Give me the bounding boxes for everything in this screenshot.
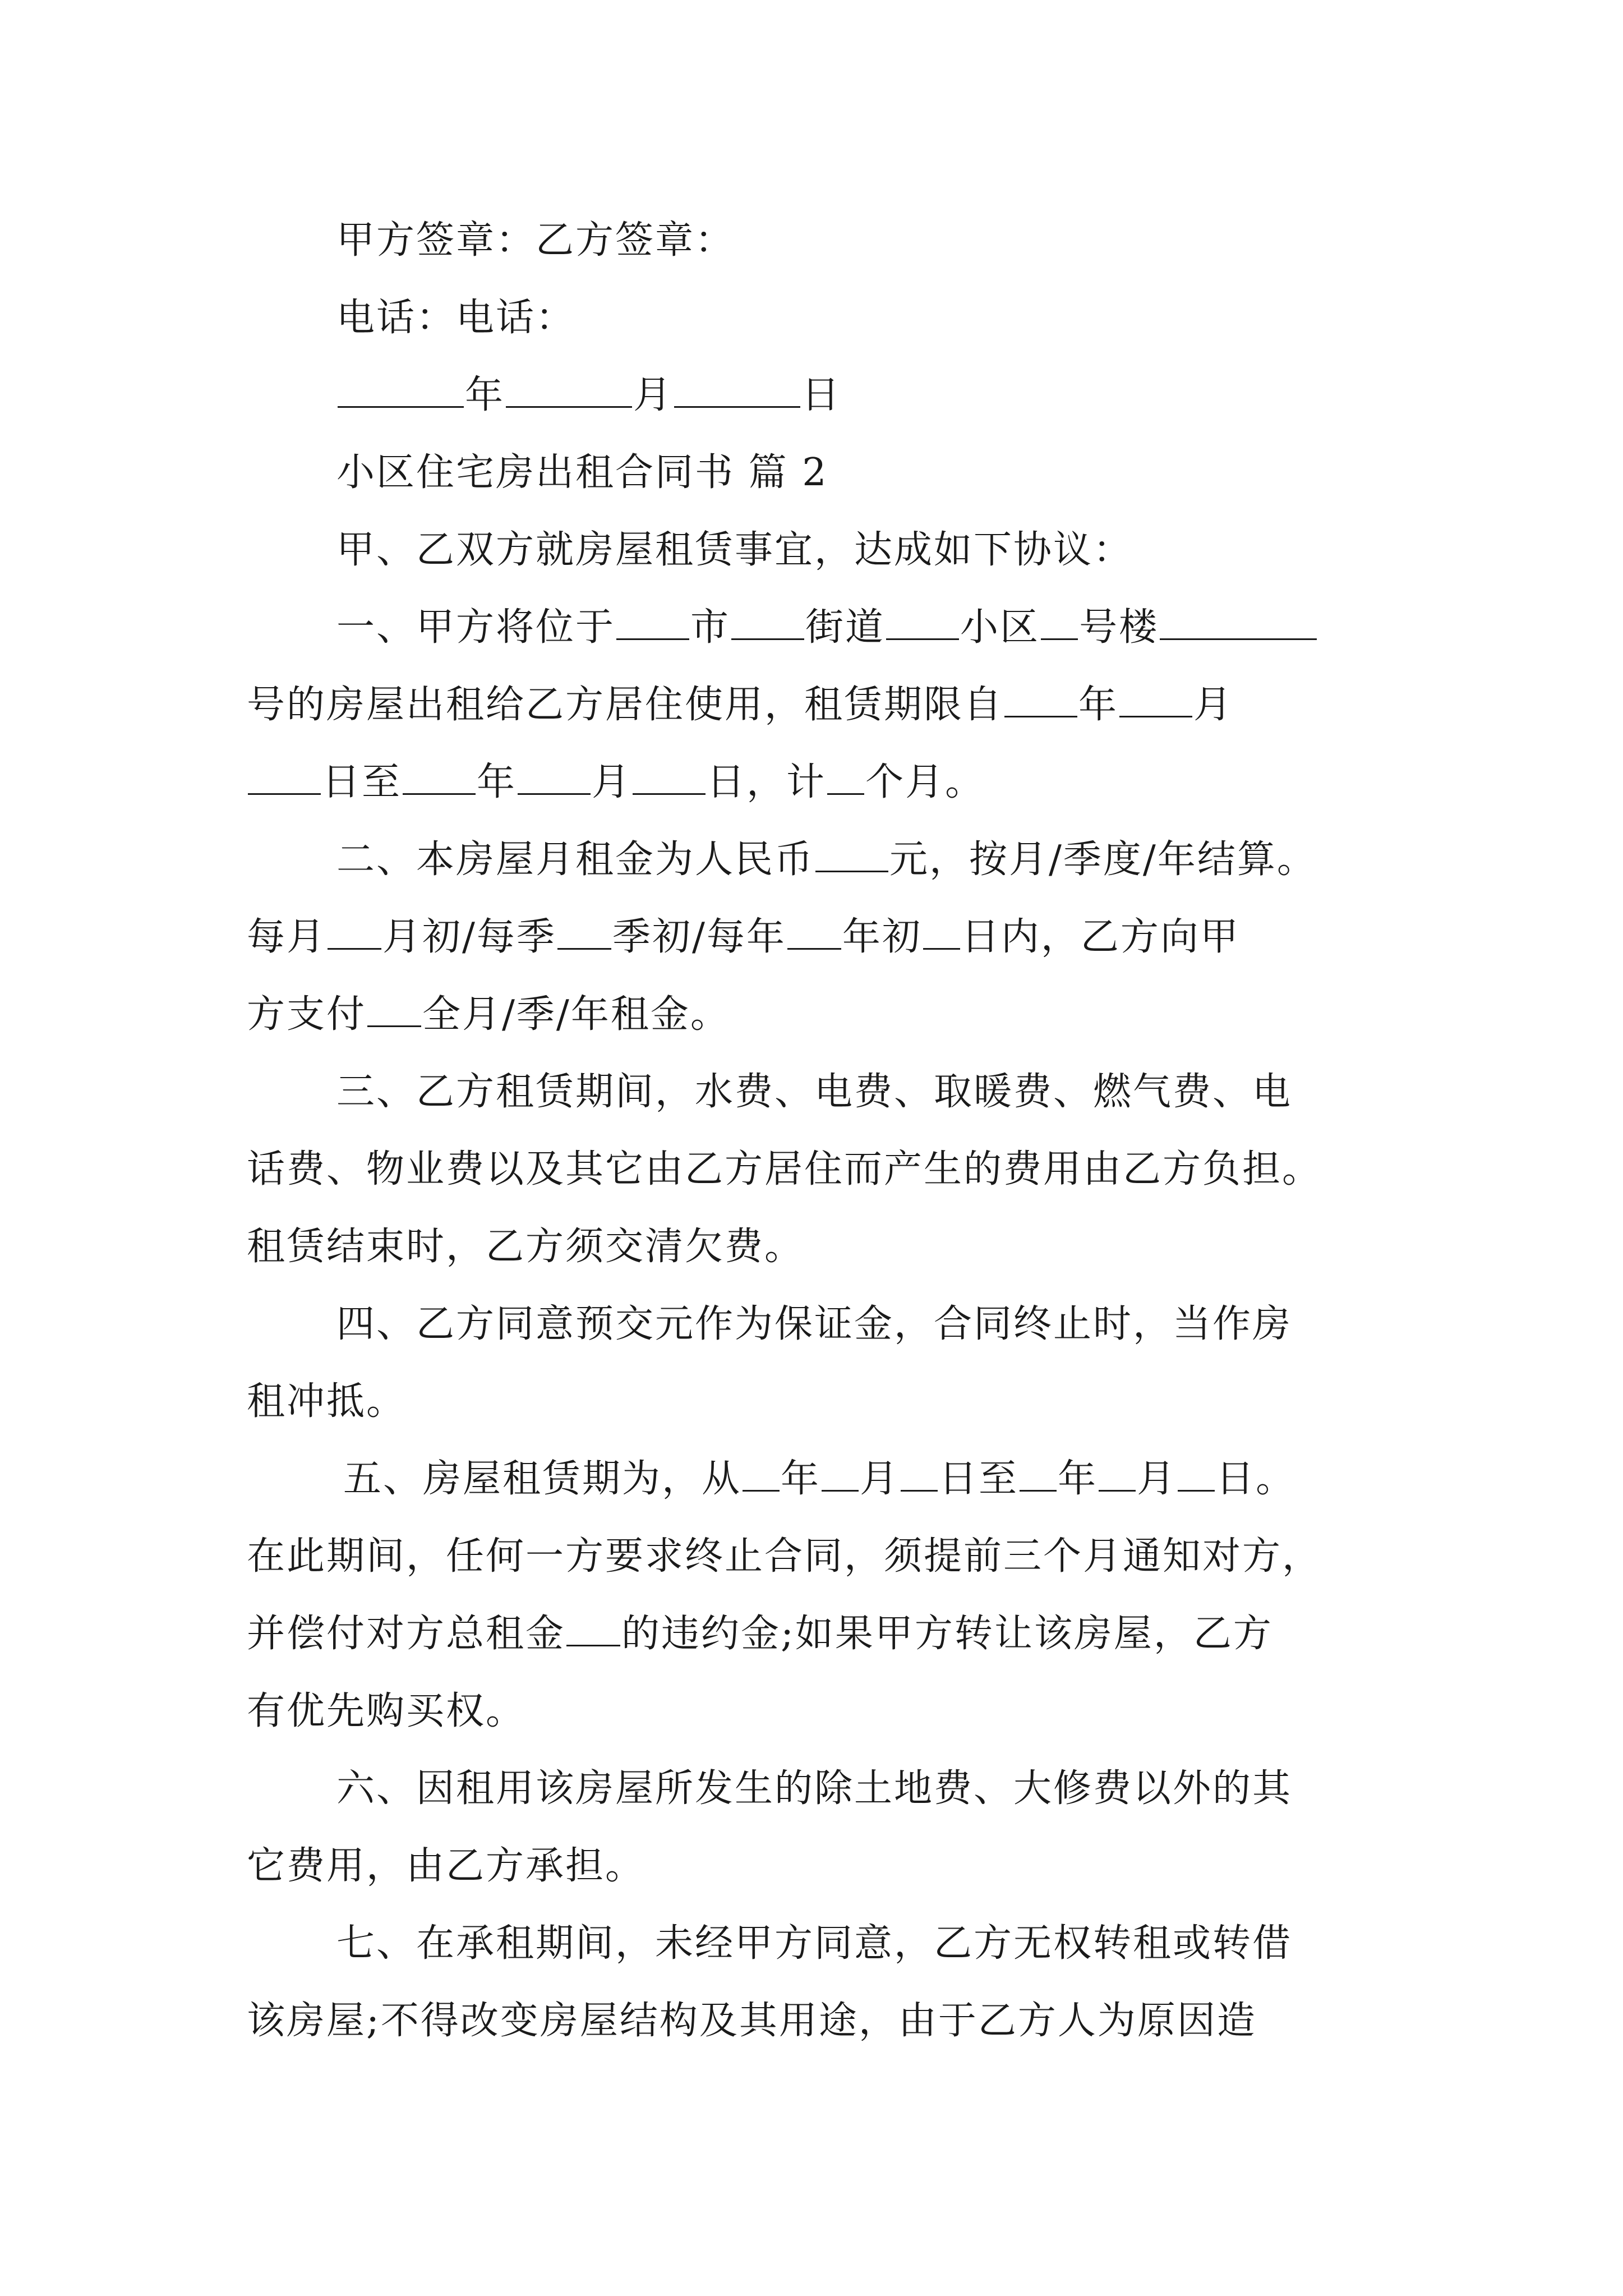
clause-text: 七、在承租期间，未经甲方同意，乙方无权转租或转借 bbox=[336, 1921, 1293, 1966]
clause-text: 日内，乙方向甲 bbox=[961, 915, 1240, 959]
clause-text: 有优先购买权。 bbox=[247, 1689, 526, 1733]
blank-start-year bbox=[1004, 683, 1077, 717]
clause-text: 街道 bbox=[805, 605, 886, 650]
clause-text: 元，按月/季度/年结算。 bbox=[889, 838, 1317, 882]
clause-text: 租赁结束时，乙方须交清欠费。 bbox=[247, 1225, 805, 1269]
clause5-line2 bbox=[247, 1518, 1385, 1595]
phone-line bbox=[247, 279, 1385, 357]
clause-text: 全月/季/年租金。 bbox=[422, 992, 730, 1037]
blank-penalty bbox=[566, 1612, 620, 1646]
blank-end-day bbox=[633, 761, 706, 795]
blank-lease-start-day bbox=[901, 1457, 938, 1492]
blank-lease-end-year bbox=[1020, 1457, 1057, 1492]
blank-room bbox=[1160, 606, 1317, 640]
clause7-line2 bbox=[247, 1982, 1385, 2060]
clause1-line3 bbox=[247, 744, 1385, 821]
clause-text: 话费、物业费以及其它由乙方居住而产生的费用由乙方负担。 bbox=[247, 1147, 1322, 1191]
blank-month-pay bbox=[328, 915, 381, 950]
blank-building bbox=[1041, 606, 1078, 640]
clause1-line2 bbox=[247, 666, 1385, 744]
blank-months bbox=[827, 761, 864, 795]
clause-text: 月 bbox=[1193, 683, 1234, 727]
clause5-line4 bbox=[247, 1673, 1385, 1750]
blank-lease-end-day bbox=[1178, 1457, 1215, 1492]
blank-lease-start-month bbox=[822, 1457, 859, 1492]
clause-text: 它费用，由乙方承担。 bbox=[247, 1844, 645, 1888]
blank-day bbox=[674, 374, 800, 408]
clause-text: 的违约金;如果甲方转让该房屋，乙方 bbox=[621, 1612, 1273, 1656]
intro-line bbox=[247, 512, 1385, 589]
clause-text: 号楼 bbox=[1079, 605, 1159, 650]
clause-text: 租冲抵。 bbox=[247, 1379, 407, 1424]
clause4-line2 bbox=[247, 1363, 1385, 1441]
blank-year bbox=[338, 374, 464, 408]
clause6-line2 bbox=[247, 1828, 1385, 1905]
clause3-line2 bbox=[247, 1131, 1385, 1208]
clause-text: 年 bbox=[1058, 1457, 1098, 1501]
clause-text: 一、甲方将位于 bbox=[336, 605, 616, 650]
clause-text: 月 bbox=[592, 760, 632, 804]
section-title bbox=[247, 434, 1385, 512]
clause-text: 季初/每年 bbox=[612, 915, 786, 959]
clause6-line1 bbox=[247, 1750, 1385, 1828]
clause-text: 日至 bbox=[939, 1457, 1019, 1501]
date-month-label: 月 bbox=[633, 373, 674, 417]
clause-text: 六、因租用该房屋所发生的除土地费、大修费以外的其 bbox=[336, 1766, 1293, 1811]
blank-start-day bbox=[248, 761, 321, 795]
blank-community bbox=[886, 606, 959, 640]
blank-rent bbox=[815, 838, 888, 872]
blank-season-pay bbox=[557, 915, 611, 950]
blank-end-month bbox=[518, 761, 591, 795]
blank-start-month bbox=[1119, 683, 1192, 717]
clause1-line1 bbox=[247, 589, 1385, 666]
clause-text: 三、乙方租赁期间，水费、电费、取暖费、燃气费、电 bbox=[336, 1070, 1293, 1114]
clause-text: 日至 bbox=[322, 760, 402, 804]
date-day-label: 日 bbox=[801, 373, 842, 417]
contract-page bbox=[247, 202, 1385, 2060]
clause2-line2 bbox=[247, 899, 1385, 976]
clause-text: 年 bbox=[781, 1457, 821, 1501]
blank-city bbox=[616, 606, 689, 640]
signature-text: 甲方签章：乙方签章： bbox=[336, 218, 735, 263]
blank-lease-start-year bbox=[743, 1457, 780, 1492]
clause-text: 月 bbox=[1137, 1457, 1177, 1501]
clause-text: 月初/每季 bbox=[382, 915, 556, 959]
clause-text: 日，计 bbox=[707, 760, 827, 804]
blank-lease-end-month bbox=[1099, 1457, 1136, 1492]
clause4-line1 bbox=[247, 1286, 1385, 1363]
clause5-line1 bbox=[247, 1441, 1385, 1518]
clause-text: 月 bbox=[860, 1457, 900, 1501]
clause2-line3 bbox=[247, 976, 1385, 1053]
clause-text: 小区 bbox=[960, 605, 1040, 650]
blank-days bbox=[923, 915, 960, 950]
clause-text: 年 bbox=[1078, 683, 1119, 727]
clause-text: 在此期间，任何一方要求终止合同，须提前三个月通知对方， bbox=[247, 1534, 1322, 1579]
blank-month bbox=[506, 374, 632, 408]
clause3-line1 bbox=[247, 1053, 1385, 1131]
clause-text: 市 bbox=[690, 605, 731, 650]
clause3-line3 bbox=[247, 1208, 1385, 1286]
clause-text: 年初 bbox=[842, 915, 922, 959]
clause-text: 号的房屋出租给乙方居住使用，租赁期限自 bbox=[247, 683, 1004, 727]
clause-text: 该房屋;不得改变房屋结构及其用途，由于乙方人为原因造 bbox=[247, 1999, 1257, 2043]
date-line bbox=[247, 357, 1385, 434]
clause2-line1 bbox=[247, 821, 1385, 899]
signature-line bbox=[247, 202, 1385, 279]
phone-text: 电话：电话： bbox=[336, 296, 576, 340]
intro-text: 甲、乙双方就房屋租赁事宜，达成如下协议： bbox=[336, 528, 1133, 572]
clause-text: 五、房屋租赁期为，从 bbox=[343, 1457, 742, 1501]
blank-end-year bbox=[403, 761, 476, 795]
clause-text: 日。 bbox=[1216, 1457, 1296, 1501]
blank-pay-period bbox=[367, 993, 421, 1027]
clause-text: 并偿付对方总租金 bbox=[247, 1612, 566, 1656]
clause-text: 四、乙方同意预交元作为保证金，合同终止时，当作房 bbox=[336, 1302, 1293, 1346]
clause7-line1 bbox=[247, 1905, 1385, 1982]
clause-text: 个月。 bbox=[865, 760, 985, 804]
blank-year-pay bbox=[787, 915, 841, 950]
clause-text: 年 bbox=[477, 760, 517, 804]
section-title-text: 小区住宅房出租合同书 篇 2 bbox=[336, 450, 828, 495]
blank-street bbox=[731, 606, 804, 640]
clause-text: 每月 bbox=[247, 915, 327, 959]
date-year-label: 年 bbox=[465, 373, 505, 417]
clause-text: 方支付 bbox=[247, 992, 367, 1037]
clause-text: 二、本房屋月租金为人民币 bbox=[336, 838, 815, 882]
clause5-line3 bbox=[247, 1595, 1385, 1673]
